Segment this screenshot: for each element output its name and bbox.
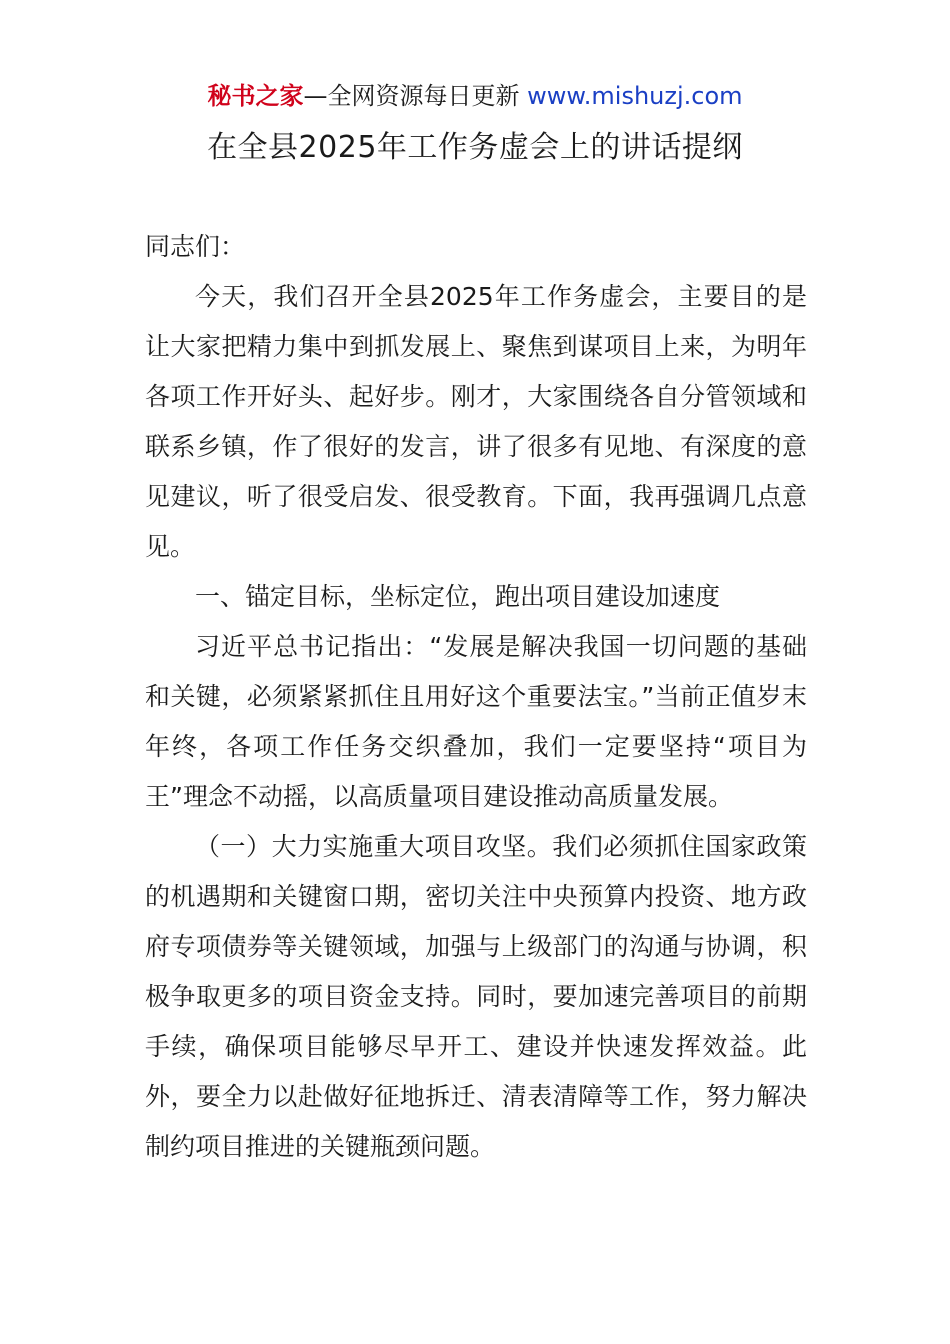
document-title: 在全县2025年工作务虚会上的讲话提纲 (207, 130, 743, 165)
paragraph-intro: 今天，我们召开全县2025年工作务虚会，主要目的是让大家把精力集中到抓发展上、聚焦到谋项目上来，为明年各项工作开好头、起好步。刚才，大家围绕各自分管领域和联系乡镇，作了很好的发言，讲了很多有见地、有深度的意见建议，听了很受启发、很受教育。下面，我再强调几点意见。 (145, 282, 807, 561)
paragraph-quote: 习近平总书记指出：“发展是解决我国一切问题的基础和关键，必须紧紧抓住且用好这个重要法宝。”当前正值岁末年终，各项工作任务交织叠加，我们一定要坚持“项目为王”理念不动摇，以高质量项目建设推动高质量发展。 (145, 632, 807, 811)
site-header (0, 80, 950, 112)
site-brand: 秘书之家 (207, 82, 304, 110)
site-url-link[interactable]: www.mishuzj.com (527, 82, 743, 110)
site-tagline: —全网资源每日更新 (303, 82, 520, 110)
document-body (145, 222, 807, 1172)
section-heading-1: 一、锚定目标，坐标定位，跑出项目建设加速度 (195, 582, 721, 611)
paragraph-subsection-1: （一）大力实施重大项目攻坚。我们必须抓住国家政策的机遇期和关键窗口期，密切关注中央预算内投资、地方政府专项债券等关键领域，加强与上级部门的沟通与协调，积极争取更多的项目资金支持。同时，要加速完善项目的前期手续，确保项目能够尽早开工、建设并快速发挥效益。此外，要全力以赴做好征地拆迁、清表清障等工作，努力解决制约项目推进的关键瓶颈问题。 (145, 832, 807, 1161)
salutation: 同志们： (145, 232, 246, 261)
